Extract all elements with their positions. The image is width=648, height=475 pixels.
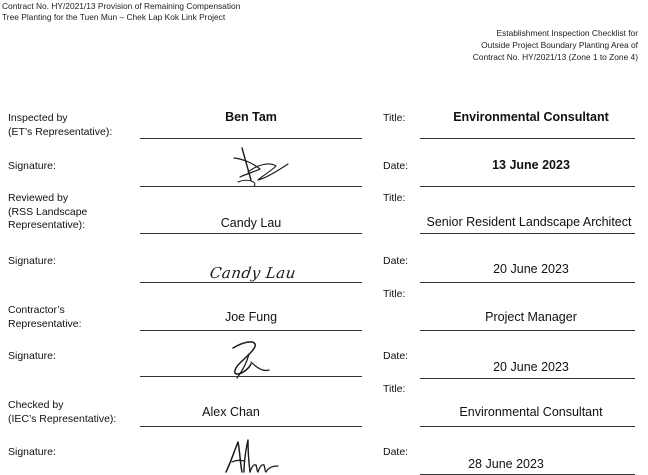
inspector-signature — [218, 142, 298, 190]
inspector-name: Ben Tam — [225, 110, 277, 124]
inspector-title-line — [420, 138, 635, 139]
inspector-title: Environmental Consultant — [453, 110, 609, 124]
checker-signature — [222, 434, 282, 475]
checklist-title-line3: Contract No. HY/2021/13 (Zone 1 to Zone 4) — [472, 52, 638, 62]
inspector-signature-line — [140, 186, 362, 187]
checker-title-label: Title: — [383, 383, 406, 395]
checker-title: Environmental Consultant — [459, 405, 603, 419]
contractor-signature — [225, 334, 275, 382]
project-line: Tree Planting for the Tuen Mun – Chek Lap Kok Link Project — [2, 12, 226, 22]
reviewer-date-label: Date: — [383, 255, 409, 267]
contractor-title-label: Title: — [383, 288, 406, 300]
reviewer-title: Senior Resident Landscape Architect — [426, 215, 632, 229]
reviewer-title-line — [420, 233, 635, 234]
checker-name-line — [140, 426, 362, 427]
contractor-label: Contractor’s Representative: — [8, 304, 82, 330]
inspector-date-label: Date: — [383, 160, 409, 172]
reviewer-name-line — [140, 233, 362, 234]
inspector-date-line — [420, 186, 635, 187]
contract-line: Contract No. HY/2021/13 Provision of Remaining Compensation — [2, 1, 241, 11]
checklist-title-line1: Establishment Inspection Checklist for — [496, 28, 638, 38]
reviewer-signature-label: Signature: — [8, 255, 56, 267]
checker-date: 28 June 2023 — [468, 457, 544, 471]
reviewed-by-label: Reviewed by (RSS Landscape Representative): — [8, 192, 88, 231]
inspector-signature-label: Signature: — [8, 160, 56, 172]
contractor-signature-label: Signature: — [8, 350, 56, 362]
reviewer-name: Candy Lau — [220, 216, 282, 230]
checklist-title-line2: Outside Project Boundary Planting Area of — [481, 40, 638, 50]
reviewer-date-line — [420, 282, 635, 283]
reviewer-signature-line — [140, 282, 362, 283]
inspector-name-line — [140, 138, 362, 139]
contractor-date: 20 June 2023 — [493, 360, 569, 374]
inspected-by-label: Inspected by (ET’s Representative): — [8, 112, 113, 138]
contractor-date-label: Date: — [383, 350, 409, 362]
inspector-title-label: Title: — [383, 112, 406, 124]
contractor-date-line — [420, 378, 635, 379]
checker-signature-label: Signature: — [8, 446, 56, 458]
reviewer-title-label: Title: — [383, 192, 406, 204]
contractor-title: Project Manager — [485, 310, 577, 324]
checker-name: Alex Chan — [202, 405, 260, 419]
contractor-signature-line — [140, 376, 362, 377]
contractor-name: Joe Fung — [224, 310, 278, 324]
checker-date-label: Date: — [383, 446, 409, 458]
checked-by-label: Checked by (IEC’s Representative): — [8, 399, 117, 425]
inspector-date: 13 June 2023 — [492, 158, 570, 172]
contractor-title-line — [420, 330, 635, 331]
reviewer-signature: Candy Lau — [208, 264, 298, 282]
contractor-name-line — [140, 330, 362, 331]
reviewer-date: 20 June 2023 — [493, 262, 569, 276]
checker-title-line — [420, 426, 635, 427]
